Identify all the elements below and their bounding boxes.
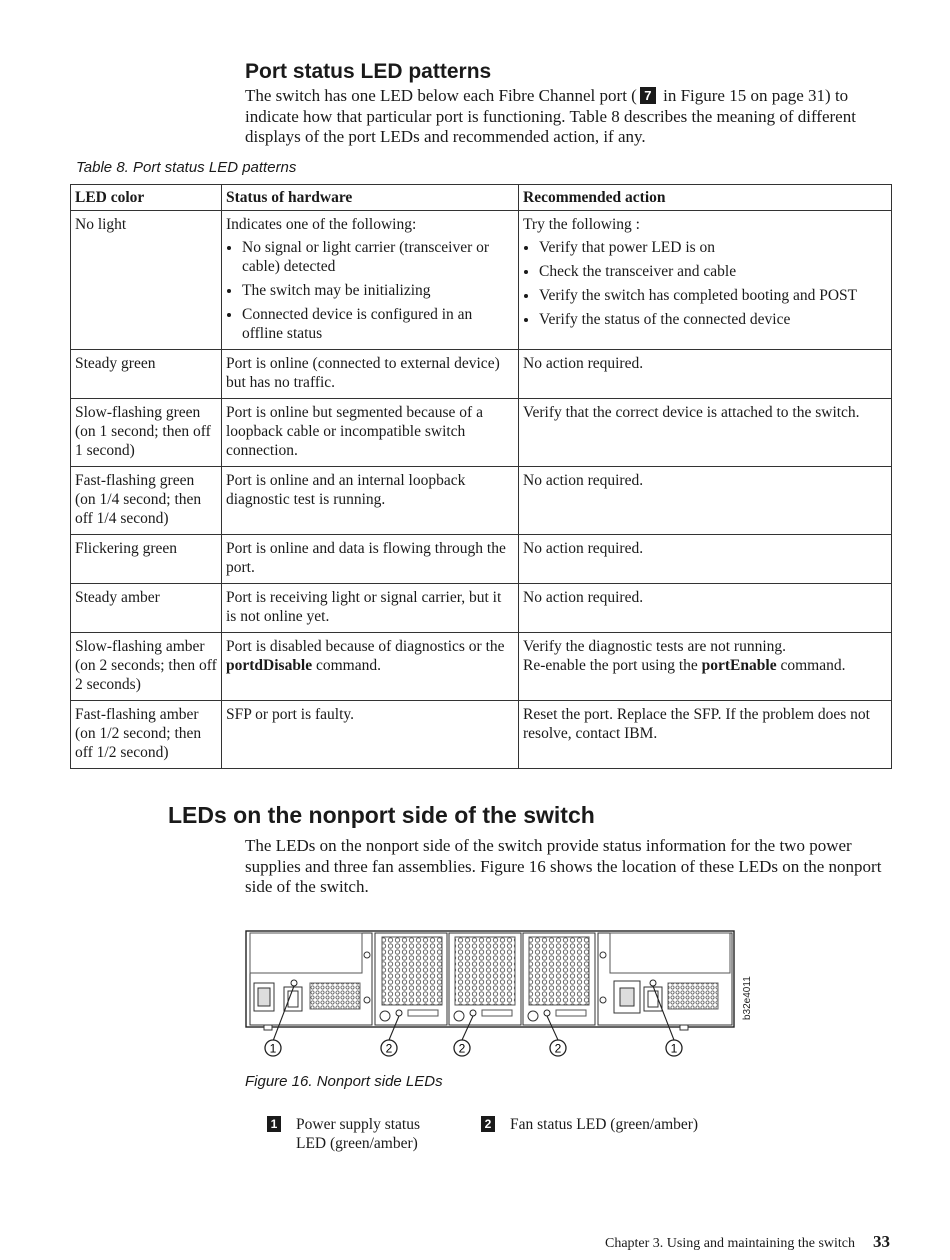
action-cell: No action required. [519, 535, 892, 584]
led-color-cell: Slow-flashing amber (on 2 seconds; then off 2 seconds) [71, 633, 222, 701]
list-item: • Verify that power LED is on [539, 238, 887, 257]
callout-number: 2 [458, 1041, 466, 1056]
status-cell: Port is online but segmented because of a loopback cable or incompatible switch connection. [222, 399, 519, 467]
header-led-color: LED color [71, 185, 222, 211]
status-list [226, 238, 514, 343]
fan-led [470, 1010, 476, 1016]
fan-module [523, 933, 595, 1025]
callout-badge: 7 [640, 87, 656, 104]
led-pattern-table [70, 184, 892, 769]
callout-1 [265, 1040, 281, 1056]
status-cell [222, 633, 519, 701]
action-text: command. [776, 657, 846, 674]
status-cell: Port is online and an internal loopback diagnostic test is running. [222, 467, 519, 535]
list-item: • Check the transceiver and cable [539, 262, 887, 281]
table-header-row [71, 185, 892, 211]
led-color-cell: No light [71, 211, 222, 350]
action-list [523, 238, 887, 329]
action-cell: No action required. [519, 584, 892, 633]
action-cell [519, 211, 892, 350]
section-title: Port status LED patterns [245, 60, 492, 83]
fan-module [449, 933, 521, 1025]
legend-text: Fan status LED (green/amber) [510, 1116, 699, 1133]
footer-chapter: Chapter 3. Using and maintaining the switch [604, 1236, 855, 1251]
callout-number: 1 [269, 1041, 277, 1056]
command-name: portEnable [701, 657, 777, 674]
list-item: • The switch may be initializing [242, 281, 514, 300]
page-number: 33 [873, 1232, 890, 1251]
power-led [291, 980, 297, 986]
action-cell: Reset the port. Replace the SFP. If the problem does not resolve, contact IBM. [519, 701, 892, 769]
status-cell: Port is online and data is flowing through the port. [222, 535, 519, 584]
action-text: Re-enable the port using the [523, 657, 702, 674]
callout-1 [666, 1040, 682, 1056]
fan-led [396, 1010, 402, 1016]
action-intro: Try the following : [523, 216, 640, 233]
callout-number: 2 [385, 1041, 393, 1056]
callout-number: 2 [554, 1041, 562, 1056]
led-color-cell: Fast-flashing green (on 1/4 second; then off 1/4 second) [71, 467, 222, 535]
action-cell [519, 633, 892, 701]
status-cell: Port is online (connected to external device) but has no traffic. [222, 350, 519, 399]
page-footer [605, 1232, 890, 1252]
table-row [71, 701, 892, 769]
action-cell: No action required. [519, 467, 892, 535]
led-color-cell: Fast-flashing amber (on 1/2 second; then off 1/2 second) [71, 701, 222, 769]
callout-2 [381, 1040, 397, 1056]
status-text: Port is disabled because of diagnostics or the [226, 638, 505, 655]
power-led [650, 980, 656, 986]
list-item: • No signal or light carrier (transceiver or cable) detected [242, 238, 514, 276]
led-color-cell: Steady green [71, 350, 222, 399]
action-cell: Verify that the correct device is attached to the switch. [519, 399, 892, 467]
intro-paragraph [245, 86, 895, 148]
led-color-cell: Slow-flashing green (on 1 second; then off 1 second) [71, 399, 222, 467]
header-action: Recommended action [519, 185, 892, 211]
legend-number: 1 [267, 1116, 281, 1132]
command-name: portdDisable [226, 657, 313, 674]
intro-text-before: The switch has one LED below each Fibre Channel port ( [245, 86, 637, 105]
figure-id-label: b32e4011 [742, 976, 753, 1020]
legend-number: 2 [481, 1116, 495, 1132]
section2-title: LEDs on the nonport side of the switch [168, 802, 595, 828]
status-cell: Port is receiving light or signal carrier, but it is not online yet. [222, 584, 519, 633]
status-intro: Indicates one of the following: [226, 216, 417, 233]
table-row [71, 584, 892, 633]
table-row [71, 350, 892, 399]
left-power-supply [250, 933, 372, 1030]
nonport-side-diagram [240, 925, 760, 1065]
status-cell [222, 211, 519, 350]
table-row [71, 535, 892, 584]
table-row [71, 633, 892, 701]
figure-caption: Figure 16. Nonport side LEDs [245, 1073, 443, 1090]
led-color-cell: Steady amber [71, 584, 222, 633]
intro-text-after: in Figure 15 on page 31) to indicate how that particular port is functioning. Table 8 describes the meaning of different displays of the port LEDs and recommended action, if any. [245, 86, 856, 146]
legend-text [296, 1115, 420, 1153]
list-item: • Verify the switch has completed booting and POST [539, 286, 887, 305]
fan-led [544, 1010, 550, 1016]
table-row [71, 399, 892, 467]
table-row [71, 211, 892, 350]
list-item: • Verify the status of the connected device [539, 310, 887, 329]
action-cell: No action required. [519, 350, 892, 399]
led-color-cell: Flickering green [71, 535, 222, 584]
table-caption: Table 8. Port status LED patterns [76, 159, 297, 176]
list-item: • Connected device is configured in an offline status [242, 305, 514, 343]
callout-2 [454, 1040, 470, 1056]
header-status: Status of hardware [222, 185, 519, 211]
status-cell: SFP or port is faulty. [222, 701, 519, 769]
callout-2 [550, 1040, 566, 1056]
legend-text-line: LED (green/amber) [296, 1135, 418, 1152]
status-text: command. [312, 657, 381, 674]
fan-module [375, 933, 447, 1025]
legend-text-line: Power supply status [296, 1116, 420, 1133]
action-text: Verify the diagnostic tests are not running. [523, 638, 787, 655]
table-row [71, 467, 892, 535]
callout-number: 1 [670, 1041, 678, 1056]
section2-paragraph: The LEDs on the nonport side of the switch provide status information for the two power supplies and three fan assemblies. Figure 16 shows the location of these LEDs on the nonport side of the switch. [245, 836, 882, 896]
